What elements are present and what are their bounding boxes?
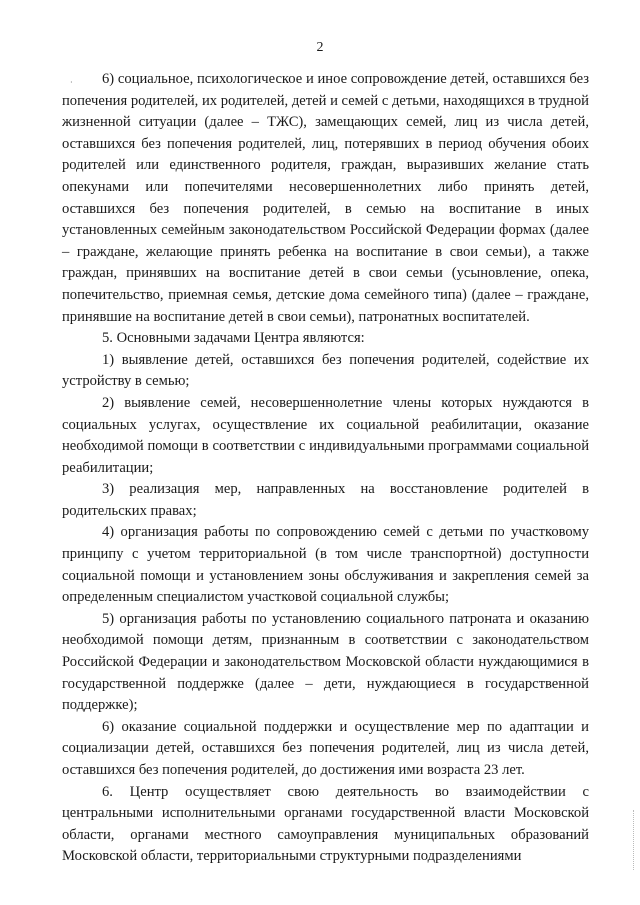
page-number: 2 — [316, 40, 324, 55]
paragraph-section-5-heading: 5. Основными задачами Центра являются: — [102, 330, 365, 347]
paragraph-section-6: 6. Центр осуществляет свою деятельность во взаимодействии с центральными исполнительными органами государственной власти Московской области, органами местного самоуправления муниципальных образований Московской области, территориальными структурными подразделениями — [62, 783, 589, 865]
paragraph-item-6-support: 6) социальное, психологическое и иное сопровождение детей, оставшихся без попечения родителей, их родителей, детей и семей с детьми, находящихся в трудной жизненной ситуации (далее – ТЖС), замещающих семей, лиц из числа детей, оставшихся без попечения родителей, лиц, потерявших в период обучения обоих родителей или единственного родителя, граждан, выразивших желание стать опекунами или попечителями несовершеннолетних либо принять детей, оставшихся без попечения родителей, в семью на воспитание в иных установленных семейным законодательством Российской Федерации формах (далее – граждане, желающие принять ребенка на воспитание в свои семьи), а также граждан, принявших на воспитание детей в свои семьи (усыновление, опека, попечительство, приемная семья, детские дома семейного типа) (далее – граждане, принявшие на воспитание детей в свои семьи), патронатных воспитателей. — [62, 71, 589, 325]
margin-mark: · — [70, 78, 73, 87]
paragraph-task-3: 3) реализация мер, направленных на восстановление родителей в родительских правах; — [62, 481, 589, 519]
document-body — [62, 69, 589, 868]
paragraph-task-2: 2) выявление семей, несовершеннолетние члены которых нуждаются в социальных услугах, осуществление их социальной реабилитации, оказание необходимой помощи в соответствии с индивидуальными программами социальной реабилитации; — [62, 394, 589, 476]
side-stamp-mark — [633, 810, 637, 870]
paragraph-task-6: 6) оказание социальной поддержки и осуществление мер по адаптации и социализации детей, оставшихся без попечения родителей, лиц из числа детей, оставшихся без попечения родителей, до достижения ими возраста 23 лет. — [62, 718, 589, 778]
paragraph-task-4: 4) организация работы по сопровождению семей с детьми по участковому принципу с учетом территориальной (в том числе транспортной) доступности социальной помощи и установлением зоны обслуживания и закрепления семей за определенным специалистом участковой социальной службы; — [62, 524, 589, 606]
paragraph-task-1: 1) выявление детей, оставшихся без попечения родителей, содействие их устройству в семью; — [62, 351, 589, 390]
paragraph-task-5: 5) организация работы по установлению социального патроната и оказанию необходимой помощи детям, признанным в соответствии с законодательством Российской Федерации и законодательством Московской области нуждающимися в государственной поддержке (далее – дети, нуждающиеся в государственной поддержке); — [62, 610, 589, 714]
